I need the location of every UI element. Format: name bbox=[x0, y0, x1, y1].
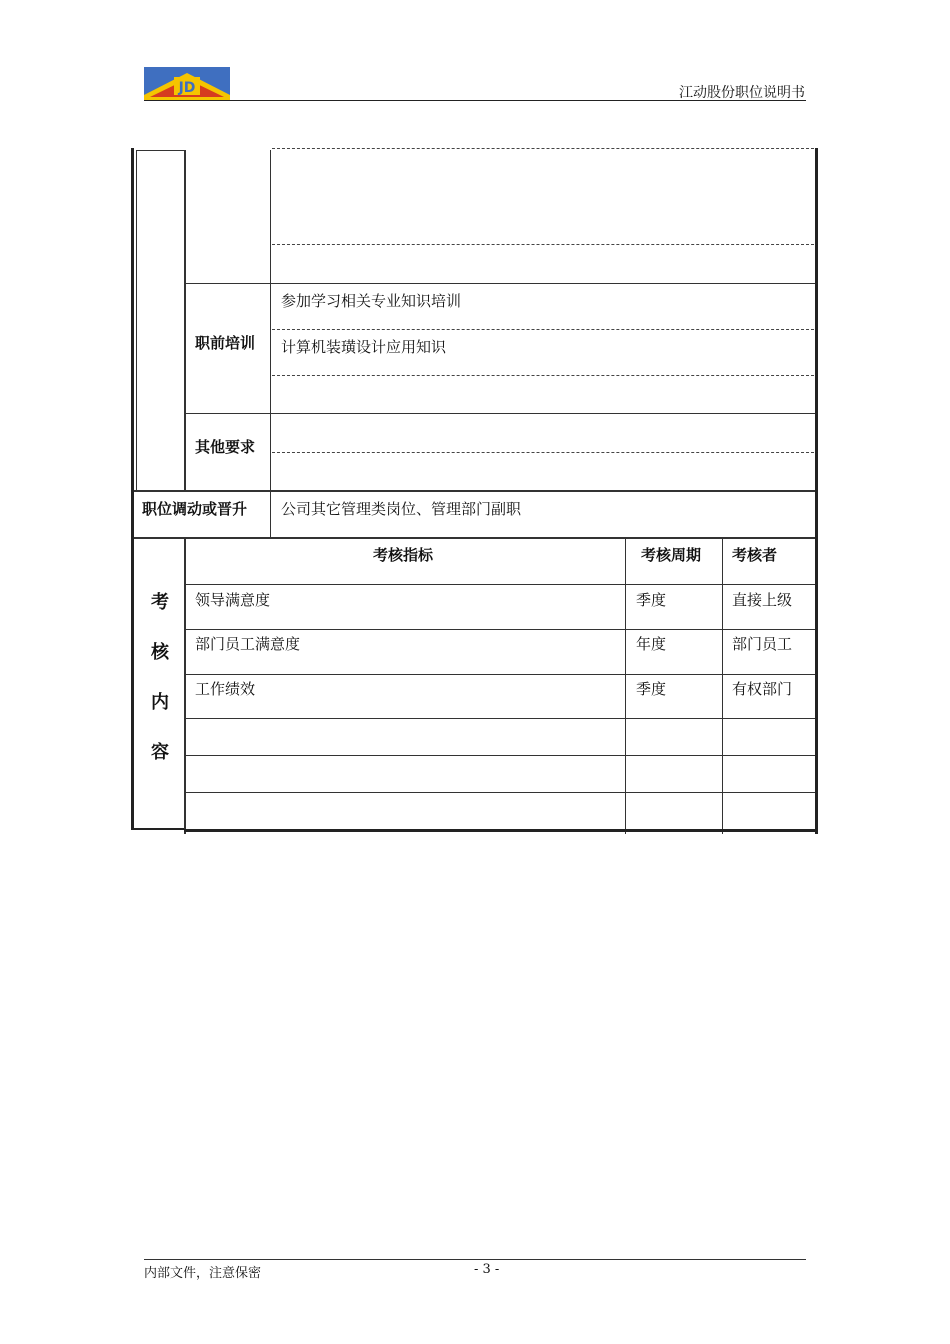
row-line-2 bbox=[184, 413, 815, 414]
promotion-value: 公司其它管理类岗位、管理部门副职 bbox=[281, 500, 522, 518]
top-left-line bbox=[136, 150, 184, 151]
dashed-line-1 bbox=[272, 148, 814, 149]
row3-indicator: 工作绩效 bbox=[195, 680, 256, 698]
col-divider-1 bbox=[184, 150, 186, 490]
inner-left-border bbox=[136, 150, 137, 490]
row3-period: 季度 bbox=[636, 680, 667, 698]
row-line-4 bbox=[134, 537, 815, 539]
row1-indicator: 领导满意度 bbox=[195, 591, 271, 609]
assess-row-line-1 bbox=[184, 584, 815, 585]
assess-side-char-1: 考 bbox=[151, 592, 169, 613]
header-divider bbox=[144, 100, 806, 101]
assess-row-line-6 bbox=[184, 792, 815, 793]
row1-assessor: 直接上级 bbox=[732, 591, 793, 609]
left-bottom-border bbox=[131, 828, 184, 830]
table-bottom-border bbox=[184, 829, 818, 832]
company-logo bbox=[144, 67, 230, 101]
assess-side-char-4: 容 bbox=[151, 742, 169, 763]
row-line-3 bbox=[134, 490, 815, 492]
row2-assessor: 部门员工 bbox=[732, 635, 793, 653]
row-line-1 bbox=[184, 283, 815, 284]
dashed-line-4 bbox=[272, 375, 814, 376]
table-left-border bbox=[131, 148, 134, 830]
row2-period: 年度 bbox=[636, 635, 667, 653]
training-item-2: 计算机装璜设计应用知识 bbox=[281, 338, 447, 356]
assess-side-char-3: 内 bbox=[151, 692, 169, 713]
col-divider-2 bbox=[270, 150, 271, 538]
promotion-label: 职位调动或晋升 bbox=[142, 500, 248, 518]
assess-row-line-5 bbox=[184, 755, 815, 756]
table-right-border bbox=[815, 148, 818, 834]
assess-row-line-2 bbox=[184, 629, 815, 630]
confidential-note: 内部文件，注意保密 bbox=[144, 1266, 262, 1281]
document-title: 江动股份职位说明书 bbox=[679, 85, 805, 101]
training-item-1: 参加学习相关专业知识培训 bbox=[281, 292, 462, 310]
assess-row-line-4 bbox=[184, 718, 815, 719]
assess-side-char-2: 核 bbox=[151, 642, 169, 663]
assess-row-line-3 bbox=[184, 674, 815, 675]
row2-indicator: 部门员工满意度 bbox=[195, 635, 301, 653]
header-assessor: 考核者 bbox=[732, 546, 778, 564]
header-period: 考核周期 bbox=[641, 546, 702, 564]
dashed-line-3 bbox=[272, 329, 814, 330]
row1-period: 季度 bbox=[636, 591, 667, 609]
row3-assessor: 有权部门 bbox=[732, 680, 793, 698]
dashed-line-5 bbox=[272, 452, 814, 453]
page-number: - 3 - bbox=[474, 1262, 500, 1277]
dashed-line-2 bbox=[272, 244, 814, 245]
footer-divider bbox=[144, 1259, 806, 1260]
logo-text: JD bbox=[178, 80, 196, 96]
pre-job-training-label: 职前培训 bbox=[195, 334, 256, 352]
other-requirements-label: 其他要求 bbox=[195, 438, 256, 456]
header-indicator: 考核指标 bbox=[373, 546, 434, 564]
